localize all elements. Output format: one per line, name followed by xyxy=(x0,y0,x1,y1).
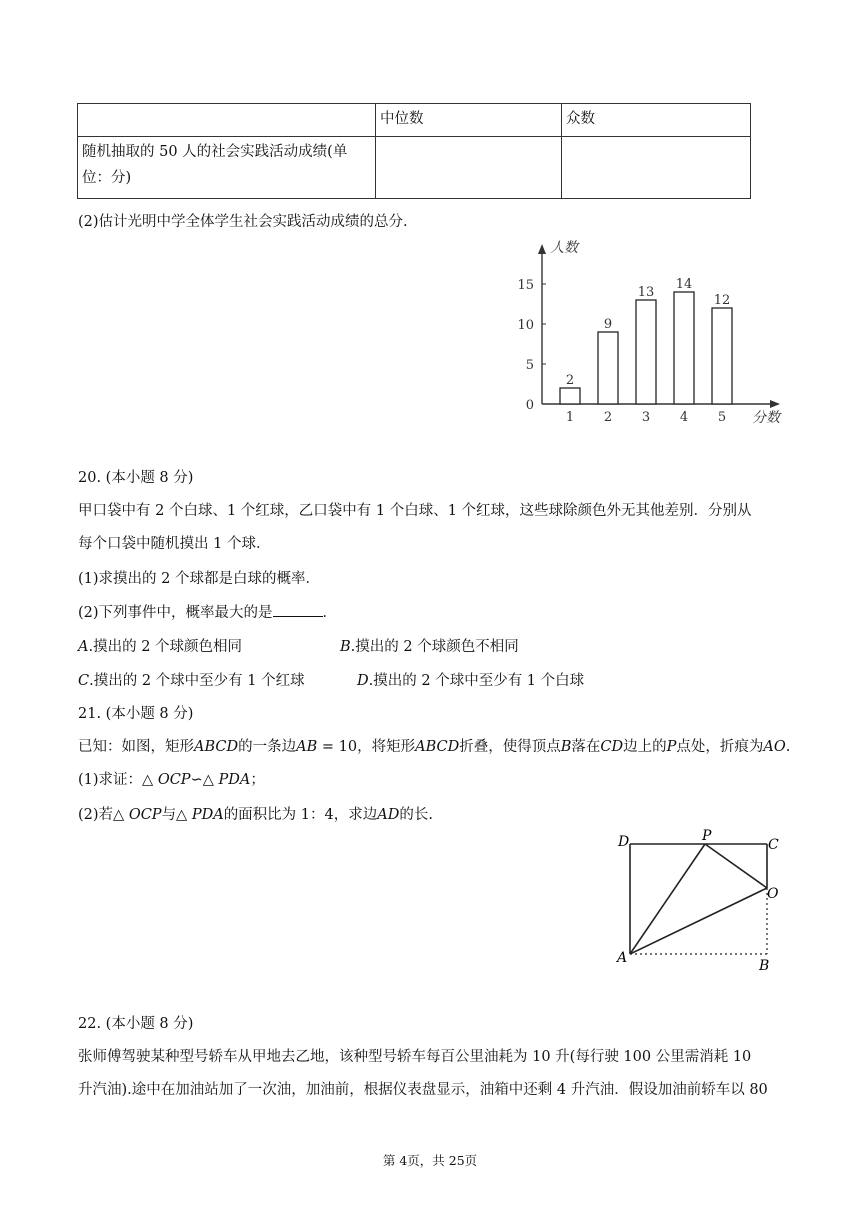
data-label: 12 xyxy=(713,293,731,308)
q20-part2 xyxy=(78,601,337,622)
table-row xyxy=(78,137,751,199)
page-footer: 第 4页，共 25页 xyxy=(382,1153,478,1168)
text-run: 落在 xyxy=(571,739,601,755)
data-label: 2 xyxy=(565,373,575,388)
y-tick-label: 5 xyxy=(525,358,534,373)
math-run: AD xyxy=(377,807,400,823)
y-tick-label: 0 xyxy=(525,398,534,413)
x-tick-label: 2 xyxy=(603,410,613,425)
x-tick-label: 1 xyxy=(565,410,575,425)
row-label-line: 位：分) xyxy=(82,170,132,186)
math-run: ABCD xyxy=(194,739,239,755)
chart-layer xyxy=(517,240,782,426)
text-run: 的面积比为 1：4，求边 xyxy=(223,807,378,823)
x-tick-label: 5 xyxy=(717,410,727,425)
q20-option-c xyxy=(78,669,305,690)
table-header-cell xyxy=(78,104,376,137)
text-run: 边上的 xyxy=(623,739,667,755)
text-run: ； xyxy=(250,772,265,788)
label-c: C xyxy=(768,837,779,853)
segment-po xyxy=(705,844,767,888)
q20-part1: (1)求摸出的 2 个球都是白球的概率． xyxy=(78,571,320,587)
label-d: D xyxy=(618,834,630,850)
y-axis-title: 人数 xyxy=(550,240,578,256)
math-run: OCP xyxy=(157,772,191,788)
option-d-text: .摸出的 2 个球中至少有 1 个白球 xyxy=(368,673,585,689)
table-header-median: 中位数 xyxy=(376,104,562,137)
math-run: B xyxy=(560,739,572,755)
option-a-letter: A xyxy=(78,639,89,655)
table-header-mode: 众数 xyxy=(562,104,751,137)
data-label: 9 xyxy=(603,317,613,332)
x-tick-label: 4 xyxy=(679,410,689,425)
label-a: A xyxy=(617,950,628,966)
bar xyxy=(674,292,694,404)
text-run: 的长. xyxy=(399,807,433,823)
data-label: 13 xyxy=(637,285,655,300)
q22-title: 22. (本小题 8 分) xyxy=(78,1016,194,1032)
text-run: = 10，将矩形 xyxy=(317,739,416,755)
option-c-text: .摸出的 2 个球中至少有 1 个红球 xyxy=(89,673,305,689)
answer-blank[interactable] xyxy=(273,602,323,617)
fold-line-ao xyxy=(630,888,767,954)
bar xyxy=(598,332,618,404)
q20-option-a xyxy=(78,635,242,656)
text-run: 已知：如图，矩形 xyxy=(78,739,194,755)
math-run: OCP xyxy=(128,807,162,823)
bar xyxy=(560,388,580,404)
score-bar-chart xyxy=(512,232,792,432)
q22-line1: 张师傅驾驶某种型号轿车从甲地去乙地，该种型号轿车每百公里油耗为 10 升(每行驶 100 公里需消耗 10 xyxy=(78,1049,752,1065)
q21-stem xyxy=(78,735,790,756)
text-run: (1)求证：△ xyxy=(78,772,158,788)
table-row-label xyxy=(78,137,376,199)
math-run: P xyxy=(666,739,677,755)
text-run: ∽△ xyxy=(190,772,219,788)
q20-part2-end: ． xyxy=(322,605,338,621)
math-run: CD xyxy=(600,739,624,755)
y-axis-arrow xyxy=(538,244,546,254)
math-run: AB xyxy=(296,739,318,755)
data-label: 14 xyxy=(675,277,693,292)
option-a-text: .摸出的 2 个球颜色相同 xyxy=(88,639,243,655)
y-tick-label: 10 xyxy=(517,318,534,333)
mode-answer-cell[interactable] xyxy=(562,137,751,199)
label-b: B xyxy=(759,958,770,974)
text-run: (2)若△ xyxy=(78,807,129,823)
q19-part2: (2)估计光明中学全体学生社会实践活动成绩的总分. xyxy=(78,214,408,230)
text-run: 点处，折痕为 xyxy=(676,739,764,755)
x-axis-title: 分数 xyxy=(752,410,780,426)
median-answer-cell[interactable] xyxy=(376,137,562,199)
option-d-letter: D xyxy=(357,673,369,689)
math-run: AO xyxy=(763,739,786,755)
statistics-table xyxy=(77,103,751,199)
math-run: ABCD xyxy=(415,739,460,755)
q20-option-d xyxy=(357,669,584,690)
option-b-letter: B xyxy=(340,639,351,655)
y-tick-label: 15 xyxy=(517,278,534,293)
bar xyxy=(712,308,732,404)
segment-ap xyxy=(630,844,705,954)
table-header-row xyxy=(78,104,751,137)
bar xyxy=(636,300,656,404)
math-run: PDA xyxy=(218,772,251,788)
q20-option-b xyxy=(340,635,519,656)
q20-stem-line2: 每个口袋中随机摸出 1 个球． xyxy=(78,536,271,552)
rectangle-fold-figure xyxy=(610,826,790,976)
text-run: 与△ xyxy=(161,807,192,823)
q20-part2-text: (2)下列事件中，概率最大的是 xyxy=(78,605,273,621)
q21-part1 xyxy=(78,768,265,789)
x-axis-arrow xyxy=(770,400,780,408)
option-b-text: .摸出的 2 个球颜色不相同 xyxy=(350,639,519,655)
q20-title: 20. (本小题 8 分) xyxy=(78,470,194,486)
q21-part2 xyxy=(78,803,433,824)
math-run: PDA xyxy=(191,807,224,823)
text-run: . xyxy=(785,739,791,755)
q21-title: 21. (本小题 8 分) xyxy=(78,706,194,722)
row-label-line: 随机抽取的 50 人的社会实践活动成绩(单 xyxy=(82,144,348,160)
label-p: P xyxy=(702,828,712,844)
text-run: 的一条边 xyxy=(238,739,297,755)
text-run: 折叠，使得顶点 xyxy=(459,739,561,755)
x-tick-label: 3 xyxy=(641,410,651,425)
label-o: O xyxy=(767,886,779,902)
q22-line2: 升汽油).途中在加油站加了一次油，加油前，根据仪表盘显示，油箱中还剩 4 升汽油．假设加油前轿车以 80 xyxy=(78,1082,768,1098)
option-c-letter: C xyxy=(78,673,90,689)
q20-stem-line1: 甲口袋中有 2 个白球、1 个红球，乙口袋中有 1 个白球、1 个红球，这些球除颜色外无其他差别．分别从 xyxy=(78,503,752,519)
